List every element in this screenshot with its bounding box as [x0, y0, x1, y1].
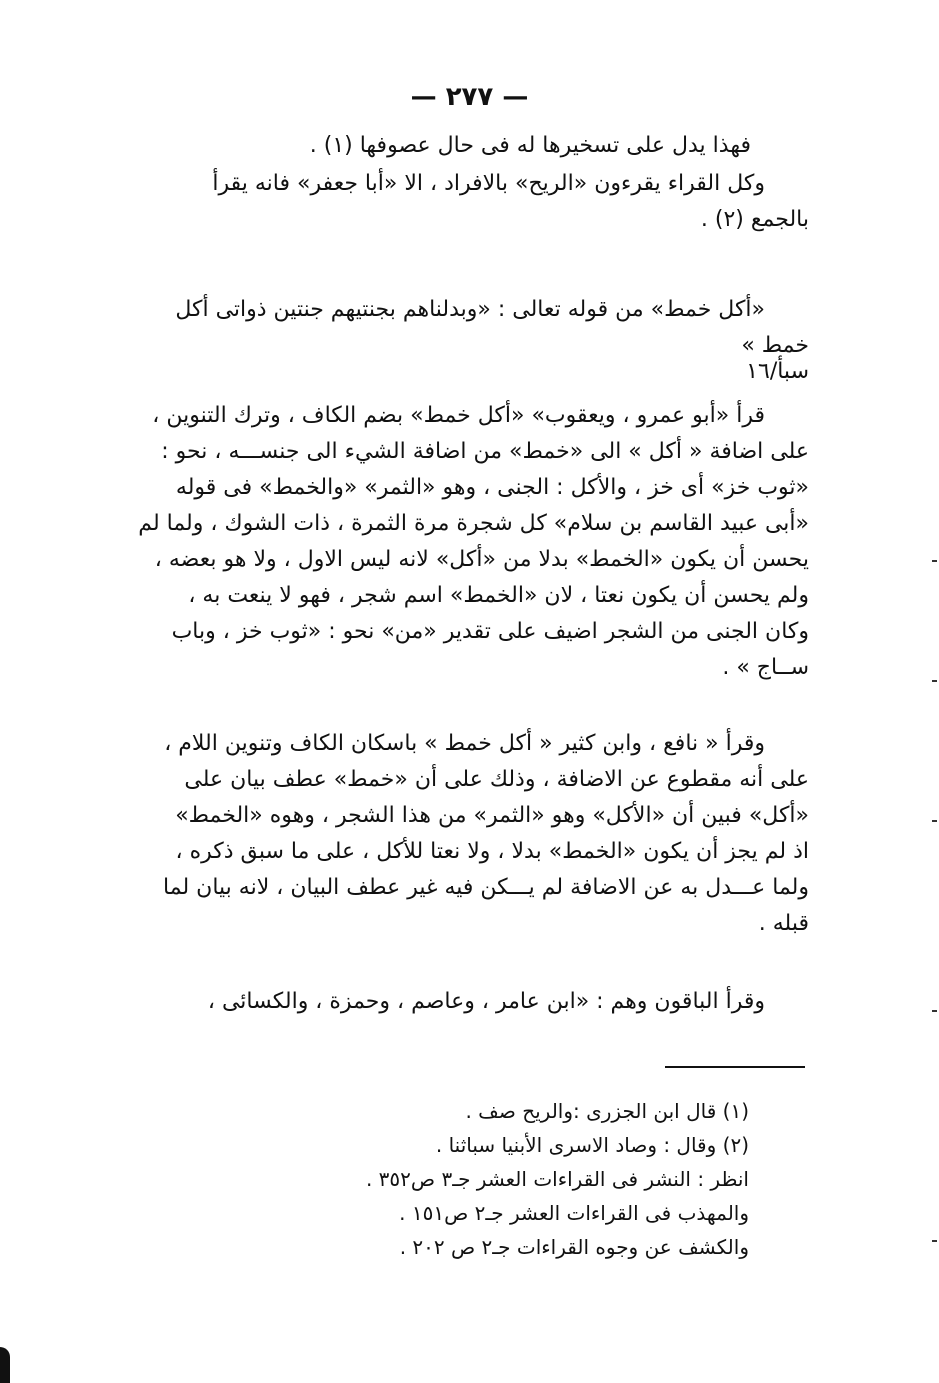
page-number: — ٢٧٧ — [410, 82, 529, 112]
text-line: فهذا يدل على تسخيرها له فى حال عصوفها (١) . [309, 133, 751, 158]
text-line: يحسن أن يكون «الخمط» بدلا من «أكل» لانه ليس الاول ، ولا هو بعضه ، [154, 547, 809, 572]
text-line: على اضافة « أكل » الى «خمط» من اضافة الشيء الى جنســـه ، نحو : [161, 439, 809, 464]
text-line: ســاج » . [722, 655, 809, 680]
text-line: على أنه مقطوع عن الاضافة ، وذلك على أن «خمط» عطف بيان على [184, 767, 809, 792]
footnote: انظر : النشر فى القراءات العشر جـ٣ ص٣٥٢ . [365, 1167, 749, 1191]
footnote: (١) قال ابن الجزرى :والريح صف . [465, 1099, 749, 1123]
text-line: ولم يحسن أن يكون نعتا ، لان «الخمط» اسم شجر ، فهو لا ينعت به ، [188, 583, 809, 608]
paragraph-5 [129, 984, 809, 1020]
scan-margin-mark [932, 1010, 937, 1012]
footnote-separator [665, 1066, 805, 1068]
paragraph-1 [129, 128, 809, 238]
scan-margin-mark [932, 820, 937, 822]
text-line: قبله . [758, 911, 809, 936]
text-line: وكل القراء يقرءون «الريح» بالافراد ، الا «أبا جعفر» فانه يقرأ [212, 171, 765, 196]
paragraph-4 [129, 726, 809, 942]
text-line: خمط » [741, 333, 809, 358]
text-line: وقرأ الباقون وهم : «ابن عامر ، وعاصم ، وحمزة ، والكسائى ، [207, 989, 765, 1014]
paragraph-3 [129, 398, 809, 686]
text-line: اذ لم يجز أن يكون «الخمط» بدلا ، ولا نعتا للأكل ، على ما سبق ذكره ، [175, 839, 809, 864]
footnote: والمهذب فى القراءات العشر جـ٢ ص١٥١ . [399, 1201, 749, 1225]
text-line: ولما عـــدل به عن الاضافة لم يـــكن فيه غير عطف البيان ، لانه بيان لما [163, 875, 809, 900]
paragraph-2 [129, 292, 809, 390]
text-line: «أكل» فبين أن «الأكل» وهو «الثمر» من هذا الشجر ، وهوه «الخمط» [175, 803, 809, 828]
text-line: قرأ «أبو عمرو ، ويعقوب» «أكل خمط» بضم الكاف ، وترك التنوين ، [152, 403, 765, 428]
text-line: «أكل خمط» من قوله تعالى : «وبدلناهم بجنتيهم جنتين ذواتى أكل [175, 297, 765, 322]
text-line: بالجمع (٢) . [700, 207, 809, 232]
text-line: «ثوب خز» أى خز ، والأكل : الجنى ، وهو «الثمر» «والخمط» فى قوله [175, 475, 809, 500]
scan-margin-mark [932, 1240, 937, 1242]
text-line: «أبى عبيد القاسم بن سلام» كل شجرة مرة الثمرة ، ذات الشوك ، ولما لم [138, 511, 809, 536]
scan-margin-mark [932, 560, 937, 562]
footnote: والكشف عن وجوه القراءات جـ٢ ص ٢٠٢ . [399, 1235, 749, 1259]
surah-reference: سبأ/١٦ [746, 359, 809, 384]
scan-margin-mark [932, 680, 937, 682]
footnote: (٢) وقال : وصاد الاسرى الأبنيا سباثنا . [435, 1133, 749, 1157]
footnotes [279, 1094, 749, 1264]
scan-edge-mark [0, 1347, 10, 1383]
text-line: وقرأ « نافع ، وابن كثير « أكل خمط » باسكان الكاف وتنوين اللام ، [164, 731, 765, 756]
text-line: وكان الجنى من الشجر اضيف على تقدير «من» نحو : «ثوب خز ، وباب [171, 619, 809, 644]
